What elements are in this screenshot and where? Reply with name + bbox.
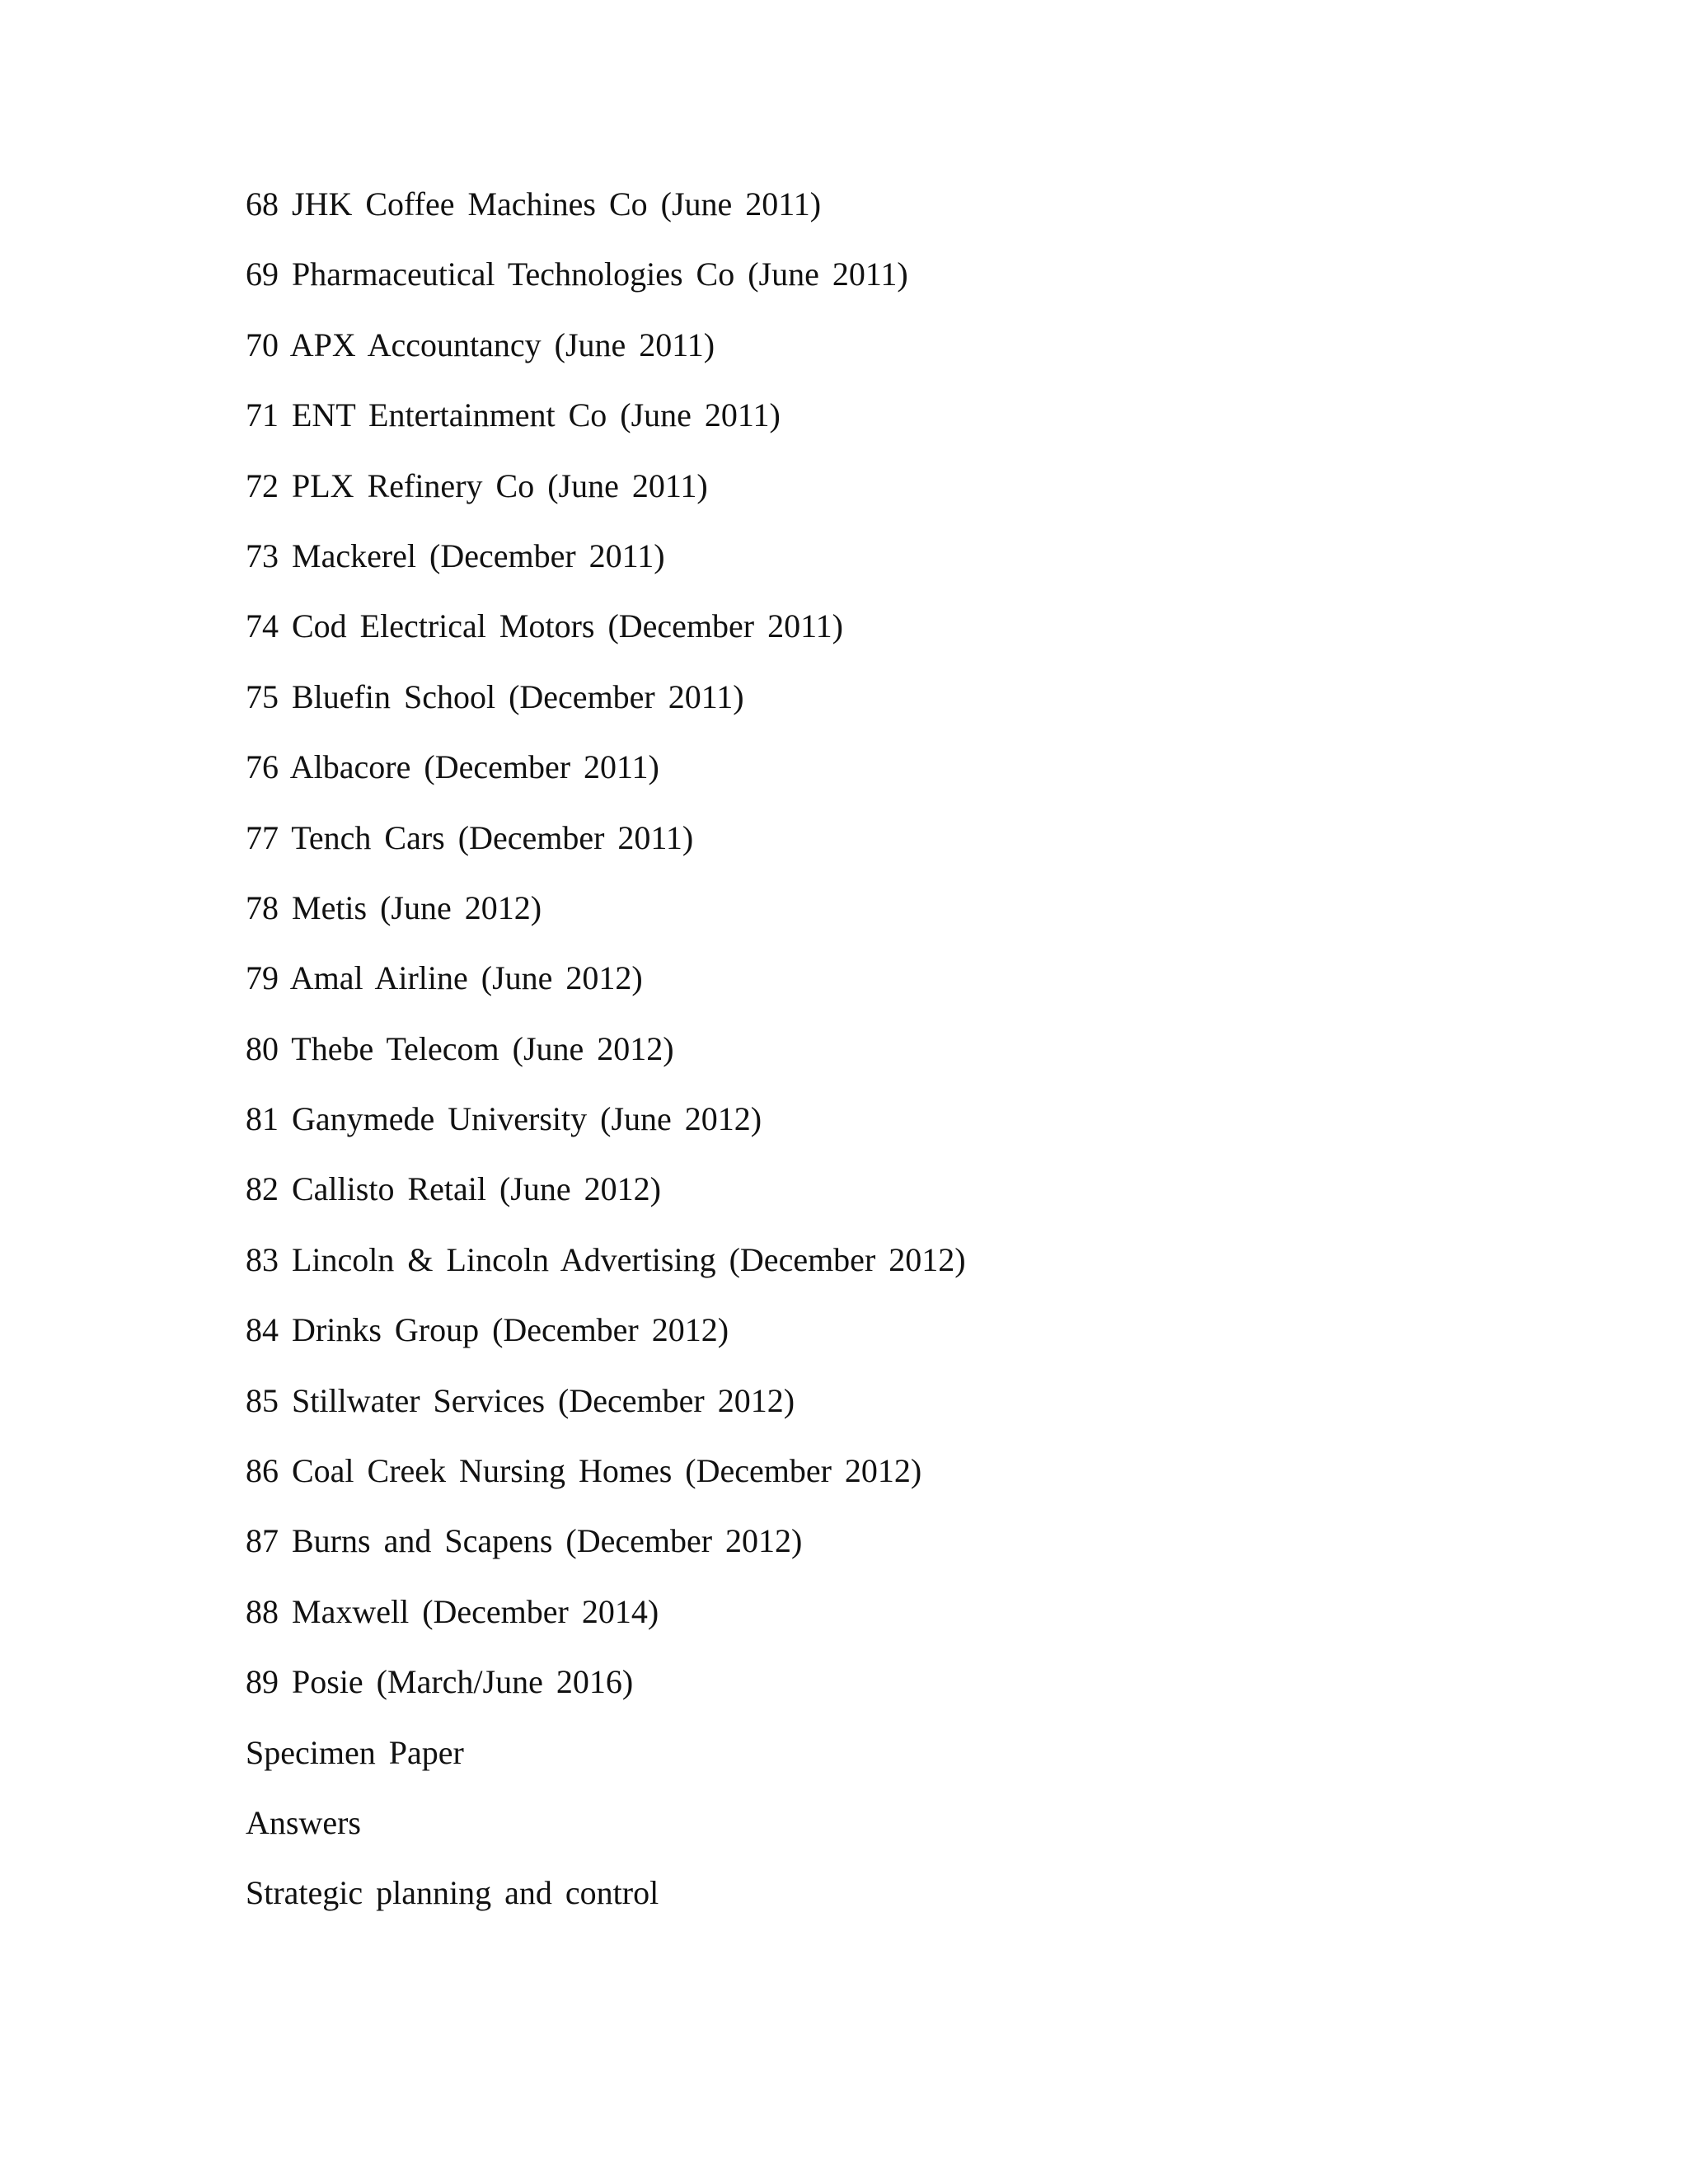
contents-entry: 84 Drinks Group (December 2012) bbox=[246, 1311, 729, 1349]
section-heading: Specimen Paper bbox=[246, 1733, 464, 1771]
contents-entry: 76 Albacore (December 2011) bbox=[246, 748, 659, 786]
contents-entry: 75 Bluefin School (December 2011) bbox=[246, 677, 744, 715]
contents-entry: 73 Mackerel (December 2011) bbox=[246, 537, 665, 574]
contents-list bbox=[246, 183, 966, 1943]
contents-entry: 81 Ganymede University (June 2012) bbox=[246, 1100, 762, 1138]
contents-entry: 89 Posie (March/June 2016) bbox=[246, 1663, 634, 1701]
contents-entry: 78 Metis (June 2012) bbox=[246, 888, 542, 926]
section-heading: Answers bbox=[246, 1803, 361, 1841]
contents-entry: 71 ENT Entertainment Co (June 2011) bbox=[246, 396, 781, 434]
contents-entry: 83 Lincoln & Lincoln Advertising (December 2012) bbox=[246, 1240, 966, 1278]
contents-entry: 77 Tench Cars (December 2011) bbox=[246, 818, 694, 856]
contents-entry: 70 APX Accountancy (June 2011) bbox=[246, 326, 715, 363]
contents-entry: 72 PLX Refinery Co (June 2011) bbox=[246, 466, 708, 504]
contents-entry: 87 Burns and Scapens (December 2012) bbox=[246, 1522, 803, 1560]
contents-entry: 86 Coal Creek Nursing Homes (December 2012) bbox=[246, 1452, 922, 1490]
contents-entry: 68 JHK Coffee Machines Co (June 2011) bbox=[246, 185, 822, 223]
contents-entry: 79 Amal Airline (June 2012) bbox=[246, 959, 643, 997]
contents-entry: 88 Maxwell (December 2014) bbox=[246, 1592, 659, 1630]
contents-entry: 74 Cod Electrical Motors (December 2011) bbox=[246, 607, 843, 645]
contents-entry: 85 Stillwater Services (December 2012) bbox=[246, 1381, 795, 1419]
contents-entry: 82 Callisto Retail (June 2012) bbox=[246, 1170, 661, 1208]
contents-entry: 69 Pharmaceutical Technologies Co (June 2011) bbox=[246, 255, 908, 293]
section-heading: Strategic planning and control bbox=[246, 1874, 659, 1912]
contents-entry: 80 Thebe Telecom (June 2012) bbox=[246, 1029, 674, 1067]
